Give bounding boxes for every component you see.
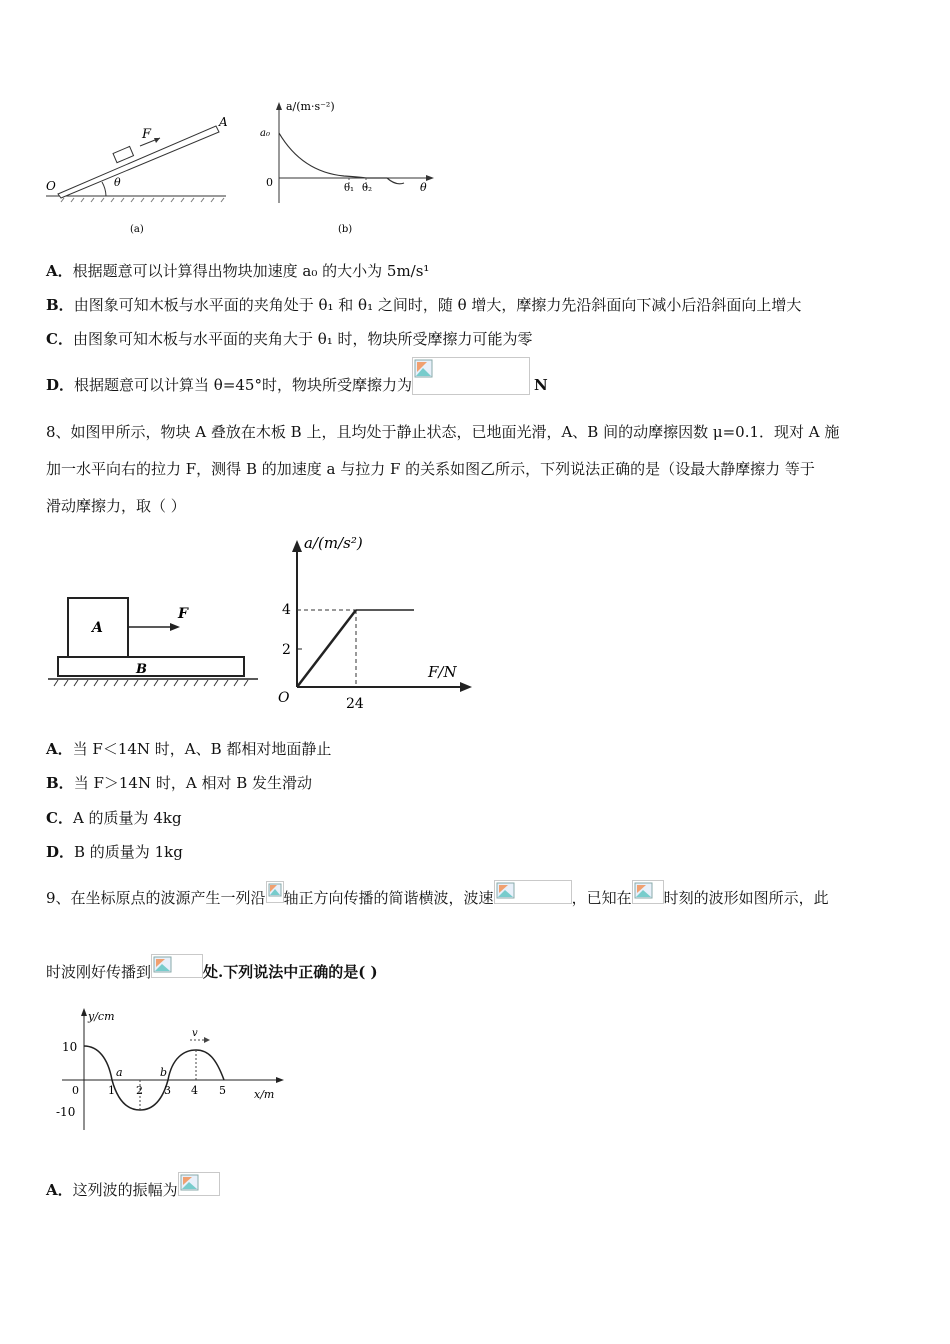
label-A: A [92,620,103,636]
tick-3: 3 [164,1084,171,1097]
label-B: B [136,662,147,677]
option-text: 这列波的振幅为 [72,1181,178,1199]
figure-wave [48,1006,288,1136]
label-a-axis: a/(m·s⁻²) [286,100,335,113]
option-label: A． [46,740,73,758]
figure-incline-and-acceleration [44,98,434,243]
option-text: 根据题意可以计算得出物块加速度 a₀ 的大小为 5m/s¹ [72,262,430,280]
point-a: a [116,1066,123,1079]
label-zero: 0 [72,1084,79,1097]
option-label: B． [46,774,74,792]
q8-option-c [46,808,182,828]
q9-option-a [46,1180,220,1200]
q8-option-a [46,739,331,759]
q7-option-c [46,329,533,349]
option-text: 当 F＞14N 时，A 相对 B 发生滑动 [73,774,313,792]
tick-1: 1 [108,1084,115,1097]
tick-4: 4 [282,602,291,618]
label-y-axis: y/cm [88,1010,115,1023]
label-theta2: θ₂ [362,183,373,194]
label-v: v [192,1028,198,1039]
figure-block-and-graph [44,532,474,717]
figure-9-svg [48,1006,288,1136]
point-b: b [160,1066,168,1079]
broken-image-icon [632,880,664,904]
label-x-axis: x/m [254,1088,275,1101]
q9-stem-line2 [46,962,378,982]
q8-option-d [46,842,183,862]
tick-neg10: -10 [56,1105,76,1119]
broken-image-icon [178,1172,220,1196]
option-text: 由图象可知木板与水平面的夹角处于 θ₁ 和 θ₁ 之间时，随 θ 增大，摩擦力先沿斜面向下减小后沿斜面向上增大 [73,296,802,314]
broken-image-icon [494,880,572,904]
broken-image-icon [266,881,284,903]
caption-a: (a) [130,224,144,235]
option-label: A． [46,1181,73,1199]
tick-2: 2 [136,1084,143,1097]
figure-7-svg [44,98,434,243]
label-a-axis: a/(m/s²) [304,534,363,552]
q7-option-a [46,261,429,281]
stem-part: 9、在坐标原点的波源产生一列沿 [46,889,266,907]
option-label: A． [46,262,73,280]
q8-option-b [46,773,312,793]
stem-part: ，已知在 [571,889,632,907]
option-label: D． [46,843,75,861]
caption-b: (b) [338,224,353,235]
label-F: F [142,127,152,142]
tick-5: 5 [219,1084,226,1097]
stem-part: 时波刚好传播到 [46,963,152,981]
tick-24: 24 [346,696,364,712]
figure-8-svg [44,532,474,717]
q8-stem-line2: 加一水平向右的拉力 F，测得 B 的加速度 a 与拉力 F 的关系如图乙所示，下列说法正确的是（设最大静摩擦力 等于 [46,460,815,478]
stem-part: 时刻的波形如图所示，此 [663,889,829,907]
label-theta: θ [114,176,121,189]
label-theta1: θ₁ [344,183,355,194]
label-a0: a₀ [260,128,270,139]
label-F-axis: F/N [428,663,457,681]
option-text: 当 F＜14N 时，A、B 都相对地面静止 [72,740,332,758]
label-A: A [219,115,228,129]
unit: N [533,376,548,394]
broken-image-icon [412,357,530,395]
option-label: B． [46,296,74,314]
q9-stem-line1 [46,888,829,908]
label-zero: 0 [266,176,273,189]
label-origin: O [278,690,290,706]
option-label: C． [46,809,73,827]
tick-2: 2 [282,642,291,658]
label-O: O [46,179,56,193]
tick-10: 10 [62,1040,78,1054]
option-text: B 的质量为 1kg [74,843,183,861]
label-theta-axis: θ [420,181,427,194]
stem-part: 轴正方向传播的简谐横波，波速 [283,889,494,907]
option-label: D． [46,376,75,394]
stem-part: 处.下列说法中正确的是( ) [203,963,378,981]
option-text: 根据题意可以计算当 θ=45°时，物块所受摩擦力为 [74,376,412,394]
q8-stem-line3: 滑动摩擦力，取（ ） [46,497,186,515]
tick-4: 4 [191,1084,198,1097]
q7-option-d [46,375,548,395]
broken-image-icon [151,954,203,978]
option-text: A 的质量为 4kg [72,809,182,827]
option-text: 由图象可知木板与水平面的夹角大于 θ₁ 时，物块所受摩擦力可能为零 [72,330,533,348]
option-label: C． [46,330,73,348]
q7-option-b [46,295,801,315]
label-F: F [178,606,188,622]
q8-stem-line1: 8、如图甲所示，物块 A 叠放在木板 B 上，且均处于静止状态，已地面光滑，A、B 间的动摩擦因数 μ=0.1．现对 A 施 [46,423,840,441]
